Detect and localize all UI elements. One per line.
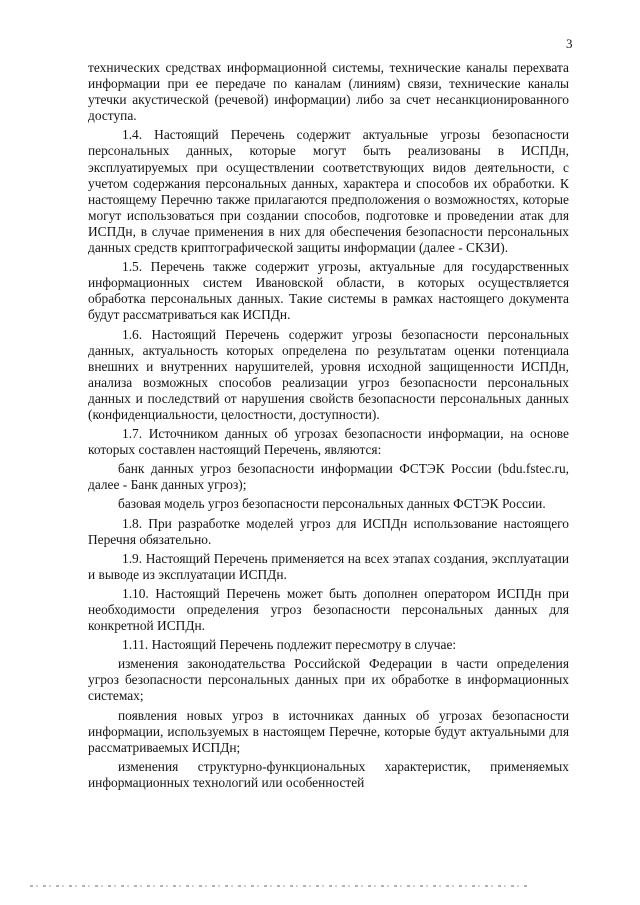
document-body	[88, 60, 569, 794]
list-item-legislation: изменения законодательства Российской Федерации в части определения угроз безопасности персональных данных при их обработке в информационных системах;	[88, 656, 569, 704]
list-item-structural-changes: изменения структурно-функциональных характеристик, применяемых информационных технологий или особенностей	[88, 758, 569, 790]
paragraph-1-6: 1.6. Настоящий Перечень содержит угрозы безопасности персональных данных, актуальность которых определена по результатам оценки потенциала внешних и внутренних нарушителей, уровня исходной защищенности ИСПДн, анализа возможных способов реализации угроз безопасности персональных данных и последствий от нарушения свойств безопасности персональных данных (конфиденциальности, целостности, доступности).	[88, 326, 569, 422]
paragraph-1-10: 1.10. Настоящий Перечень может быть дополнен оператором ИСПДн при необходимости определения угроз безопасности персональных данных для конкретной ИСПДн.	[88, 585, 569, 634]
paragraph-1-5: 1.5. Перечень также содержит угрозы, актуальные для государственных информационных систем Ивановской области, в которых осуществляется обработка персональных данных. Такие системы в рамках настоящего документа будут рассматриваться как ИСПДн.	[88, 259, 569, 323]
paragraph-1-4: 1.4. Настоящий Перечень содержит актуальные угрозы безопасности персональных данных, которые могут быть реализованы в ИСПДн, эксплуатируемых при осуществлении соответствующих видов деятельности, с учетом содержания персональных данных, характера и способов их обработки. К настоящему Перечню также прилагаются предположения о возможностях, которые могут использоваться при создании способов, подготовке и проведении атак для ИСПДн, в случае применения в них для обеспечения безопасности персональных данных средств криптографической защиты информации (далее - СКЗИ).	[88, 127, 569, 256]
page-number: 3	[566, 36, 573, 51]
paragraph-1-9: 1.9. Настоящий Перечень применяется на всех этапах создания, эксплуатации и выводе из эксплуатации ИСПДн.	[88, 550, 569, 582]
scan-artifact-line	[30, 885, 530, 887]
paragraph-1-11: 1.11. Настоящий Перечень подлежит пересмотру в случае:	[122, 637, 457, 653]
paragraph-1-7: 1.7. Источником данных об угрозах безопасности информации, на основе которых составлен настоящий Перечень, являются:	[88, 426, 569, 458]
list-item-base-model: базовая модель угроз безопасности персональных данных ФСТЭК России.	[118, 496, 546, 512]
paragraph-1-8: 1.8. При разработке моделей угроз для ИСПДн использование настоящего Перечня обязательно.	[88, 515, 569, 547]
list-item-new-threats: появления новых угроз в источниках данных об угрозах безопасности информации, используемых в настоящем Перечне, которые будут актуальными для рассматриваемых ИСПДн;	[88, 707, 569, 755]
paragraph-continuation: технических средствах информационной системы, технические каналы перехвата информации при ее передаче по каналам (линиям) связи, технические каналы утечки акустической (речевой) информации) либо за счет несанкционированного доступа.	[88, 60, 569, 124]
list-item-bdu: банк данных угроз безопасности информации ФСТЭК России (bdu.fstec.ru, далее - Банк данных угроз);	[88, 461, 569, 493]
